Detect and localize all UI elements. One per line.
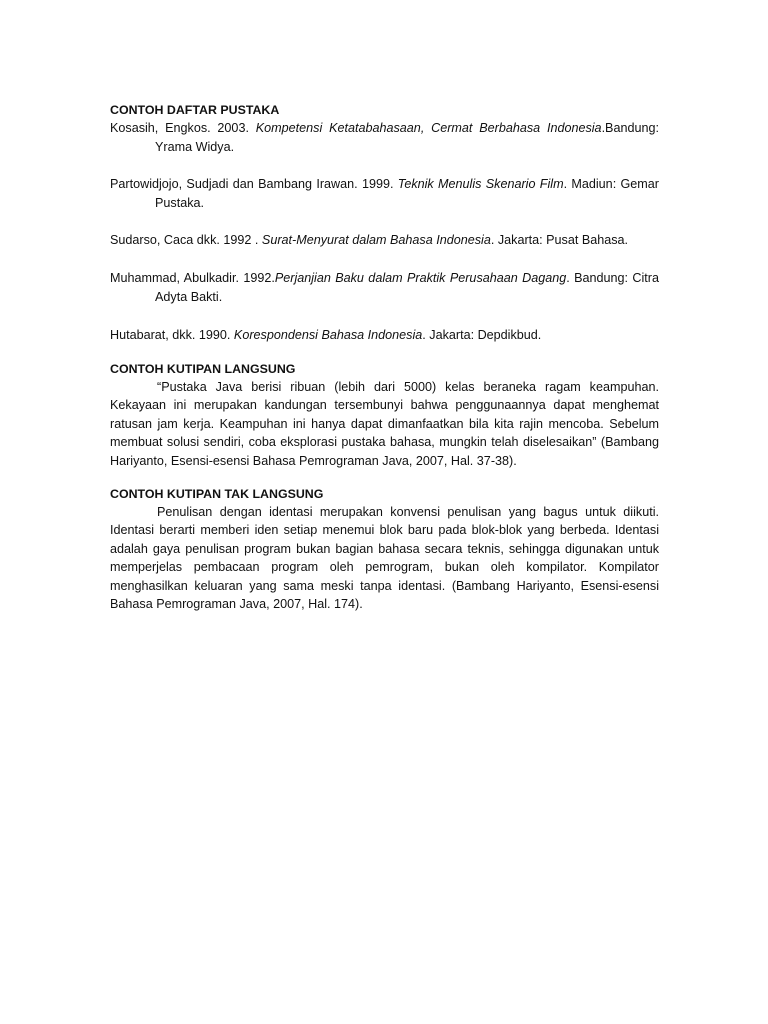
reference-title: Kompetensi Ketatabahasaan, Cermat Berbahasa Indonesia (255, 121, 602, 135)
kutipan-langsung-heading: CONTOH KUTIPAN LANGSUNG (110, 362, 296, 376)
reference-title: Korespondensi Bahasa Indonesia (233, 328, 423, 342)
reference-title: Teknik Menulis Skenario Film (397, 177, 564, 191)
spacer (110, 307, 659, 326)
reference-title: Surat-Menyurat dalam Bahasa Indonesia (261, 233, 491, 247)
kutipan-tak-langsung-paragraph: Penulisan dengan identasi merupakan konvensi penulisan yang bagus untuk diikuti. Identasi berarti memberi iden setiap menemui blok baru pada blok-blok yang berbeda. Identasi adalah gaya penulisan program bukan bagian bahasa secara teknis, sehingga digunakan untuk memperjelas pembacaan program oleh pemrogram, bukan oleh kompilator. Kompilator menghasilkan keluaran yang sama meski tanpa identasi. (Bambang Hariyanto, Esensi-esensi Bahasa Pemrograman Java, 2007, Hal. 174). (110, 505, 659, 612)
spacer (110, 213, 659, 231)
reference-entry (110, 326, 659, 345)
reference-author: Hutabarat, dkk. 1990. (110, 328, 234, 342)
spacer (110, 250, 659, 269)
reference-entry (110, 119, 659, 157)
reference-entry (110, 269, 659, 307)
daftar-pustaka-heading: CONTOH DAFTAR PUSTAKA (110, 103, 280, 117)
reference-publisher: .Bandung: Yrama Widya. (155, 121, 659, 154)
kutipan-langsung-paragraph: “Pustaka Java berisi ribuan (lebih dari 5000) kelas beraneka ragam keampuhan. Kekayaan ini merupakan kandungan tersembunyi bahwa penggunaannya dapat menghemat ratusan jam kerja. Keampuhan ini hanya dapat dimanfaatkan bila kita rajin mencoba. Sebelum membuat solusi sendiri, coba eksplorasi pustaka bahasa, mungkin telah diselesaikan” (Bambang Hariyanto, Esensi-esensi Bahasa Pemrograman Java, 2007, Hal. 37-38). (110, 380, 659, 468)
document-page (110, 102, 659, 613)
reference-publisher: . Jakarta: Depdikbud. (422, 328, 542, 342)
kutipan-tak-langsung-heading: CONTOH KUTIPAN TAK LANGSUNG (110, 487, 324, 502)
reference-entry (110, 231, 659, 250)
spacer (110, 470, 659, 486)
reference-author: Kosasih, Engkos. 2003. (110, 121, 256, 135)
reference-entry (110, 175, 659, 213)
reference-author: Partowidjojo, Sudjadi dan Bambang Irawan. 1999. (110, 177, 398, 191)
reference-publisher: . Madiun: Gemar Pustaka. (155, 177, 659, 210)
reference-title: Perjanjian Baku dalam Praktik Perusahaan Dagang (274, 271, 567, 285)
reference-publisher: . Jakarta: Pusat Bahasa. (490, 233, 629, 247)
reference-publisher: . Bandung: Citra Adyta Bakti. (155, 271, 659, 304)
spacer (110, 345, 659, 361)
spacer (110, 157, 659, 175)
reference-author: Sudarso, Caca dkk. 1992 . (110, 233, 262, 247)
reference-author: Muhammad, Abulkadir. 1992. (110, 271, 275, 285)
